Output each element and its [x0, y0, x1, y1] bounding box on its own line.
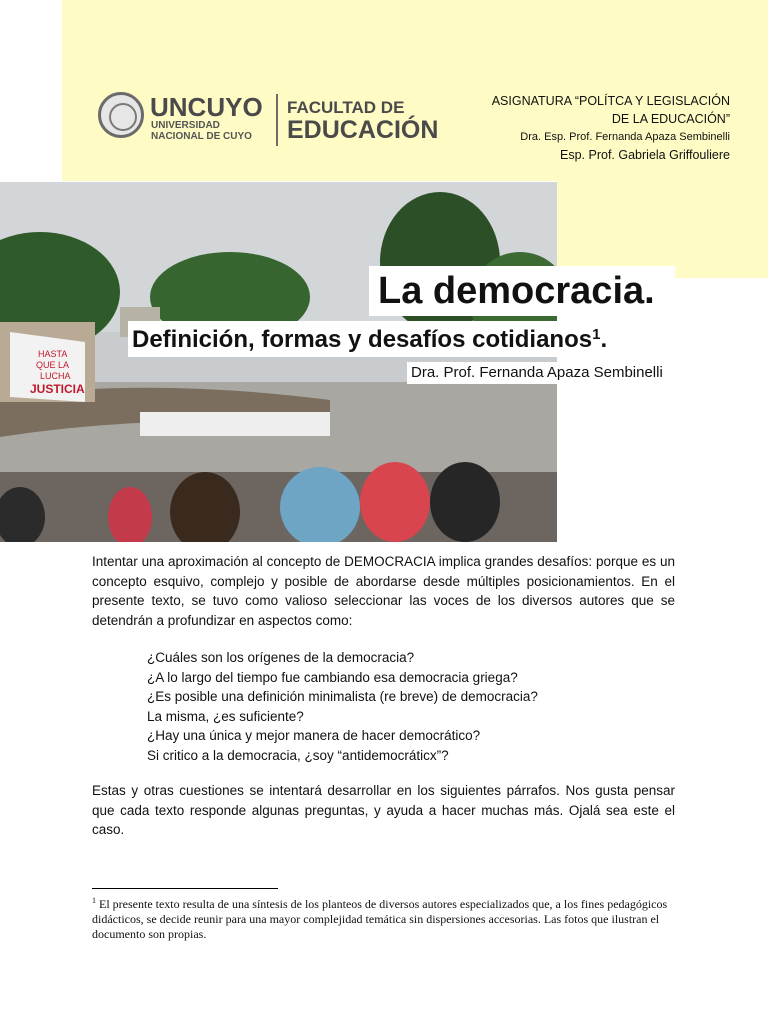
logo-university-line2: NACIONAL DE CUYO	[151, 131, 252, 142]
course-line2: DE LA EDUCACIÓN”	[611, 112, 730, 126]
questions-list	[147, 648, 538, 765]
closing-paragraph: Estas y otras cuestiones se intentará desarrollar en los siguientes párrafos. Nos gusta pensar que cada texto responde algunas preguntas, y ayuda a hacer muchas más. Ojalá sea este el caso.	[92, 783, 675, 837]
list-item: La misma, ¿es suficiente?	[147, 708, 304, 724]
university-logo	[94, 86, 452, 150]
document-author: Dra. Prof. Fernanda Apaza Sembinelli	[407, 362, 667, 384]
course-line1: ASIGNATURA “POLÍTCA Y LEGISLACIÓN	[491, 94, 730, 108]
logo-faculty-line2: EDUCACIÓN	[287, 116, 439, 144]
footnote-text: El presente texto resulta de una síntesis de los planteos de diversos autores especializados que, a los fines pedagógicos didácticos, se decide reunir para una mayor complejidad temática sin dispersiones accesorias. Las fotos que ilustran el documento son propias.	[92, 897, 668, 941]
logo-name: UNCUYO	[150, 92, 263, 122]
course-professor2: Esp. Prof. Gabriela Griffouliere	[560, 148, 730, 162]
intro-paragraph: Intentar una aproximación al concepto de DEMOCRACIA implica grandes desafíos: porque es un concepto esquivo, complejo y posible de abordarse desde múltiples posicionamientos. En el presente texto, se tuvo como valioso seleccionar las voces de los diversos autores que se detendrán a profundizar en aspectos como:	[92, 554, 675, 628]
footnote-divider	[92, 888, 278, 889]
university-seal-icon	[98, 92, 144, 138]
banner-text-4: JUSTICIA	[30, 382, 85, 396]
document-subtitle	[128, 321, 611, 357]
list-item: Si critico a la democracia, ¿soy “antidemocráticx”?	[147, 747, 449, 763]
list-item: ¿Cuáles son los orígenes de la democracia?	[147, 650, 415, 665]
list-item: ¿Hay una única y mejor manera de hacer democrático?	[147, 728, 481, 743]
banner-text-1: HASTA	[38, 349, 68, 359]
banner-text-3: LUCHA	[40, 371, 71, 381]
footnote-marker: 1	[92, 896, 96, 905]
footnote-ref[interactable]: 1	[592, 326, 601, 343]
logo-divider	[276, 94, 278, 146]
document-title: La democracia.	[369, 266, 675, 316]
course-info	[492, 92, 730, 164]
logo-university-line1: UNIVERSIDAD	[151, 120, 220, 131]
list-item: ¿Es posible una definición minimalista (re breve) de democracia?	[147, 689, 538, 704]
logo-faculty-line1: FACULTAD DE	[287, 98, 405, 117]
subtitle-text: Definición, formas y desafíos cotidianos	[132, 326, 593, 353]
course-professor1: Dra. Esp. Prof. Fernanda Apaza Sembinelli	[520, 131, 730, 143]
header-background-extension	[557, 181, 768, 278]
banner-text-2: QUE LA	[36, 360, 70, 370]
footnote	[92, 893, 682, 942]
list-item: ¿A lo largo del tiempo fue cambiando esa democracia griega?	[147, 669, 518, 685]
subtitle-period: .	[600, 326, 608, 353]
